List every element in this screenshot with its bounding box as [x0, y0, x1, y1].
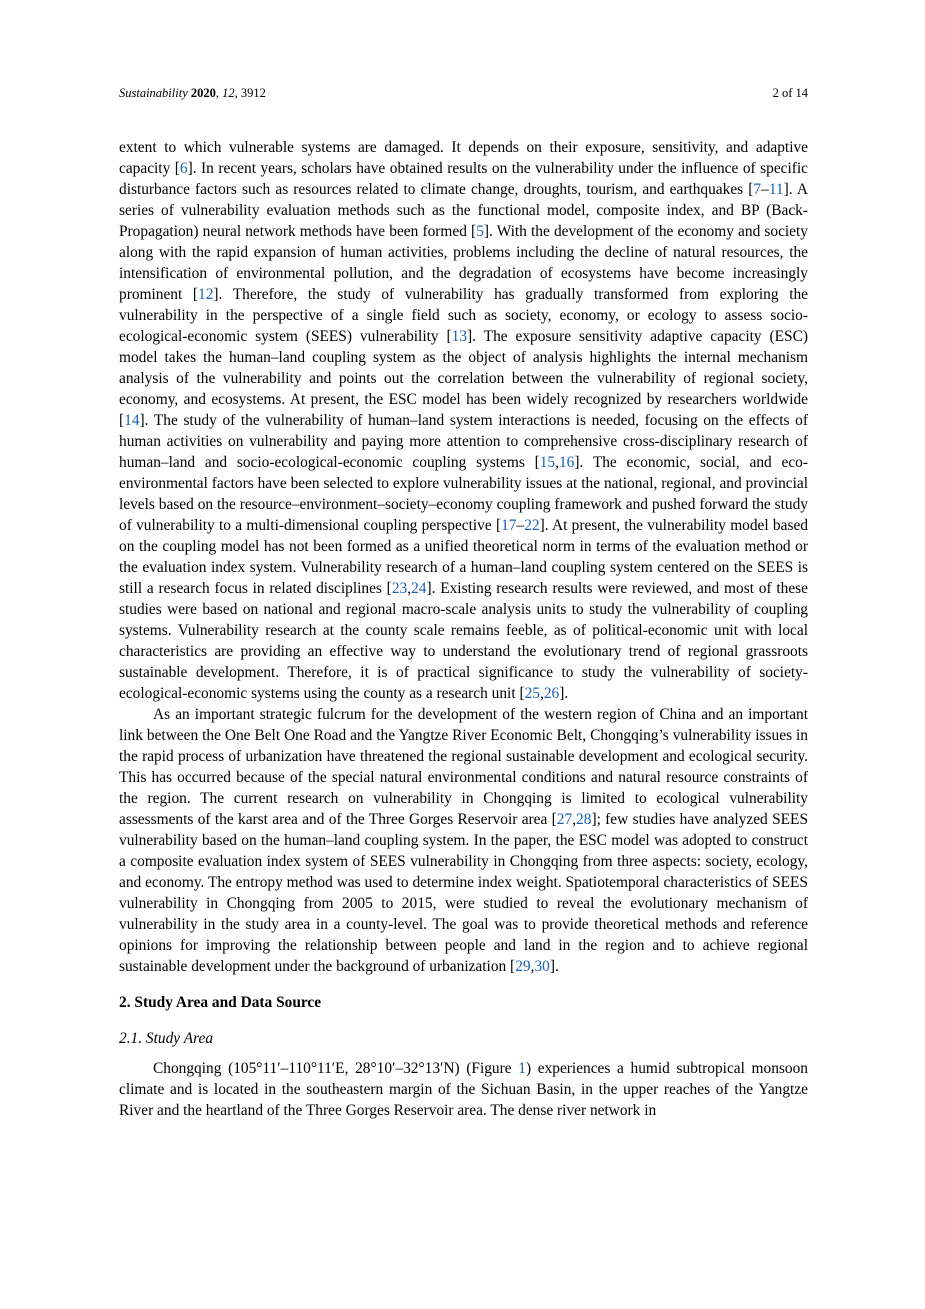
citation-link[interactable]: 25 — [524, 685, 540, 702]
citation-link[interactable]: 29 — [515, 958, 531, 975]
subsection-heading: 2.1. Study Area — [119, 1030, 214, 1047]
text-run: ]. The study of the vulnerability of human–land system interactions is needed, focusing on the effects of human activities on vulnerability and paying more attention to comprehensive cross-disciplinary research of human–land and socio-ecological-economic coupling systems [ — [119, 412, 808, 471]
citation-link[interactable]: 17 — [501, 517, 517, 534]
citation-separator: , — [555, 454, 559, 471]
citation-link[interactable]: 27 — [556, 811, 573, 828]
journal-volume: 12 — [222, 86, 235, 100]
citation-separator: – — [761, 181, 769, 198]
text-run: ]; few studies have analyzed SEES vulnerability based on the human–land coupling system. In the paper, the ESC model was adopted to construct a composite evaluation index system of SEES vulnerability in Chongqing from three aspects: society, ecology, and economy. The entropy method was used to determine index weight. Spatiotemporal characteristics of SEES vulnerability in Chongqing from 2005 to 2015, were studied to reveal the evolutionary mechanism of vulnerability in the study area in a county-level. The goal was to provide theoretical methods and reference opinions for improving the relationship between people and land in the region and to achieve regional sustainable development under the background of urbanization [ — [119, 811, 809, 975]
body-text — [119, 137, 808, 1121]
citation-separator: , — [539, 685, 544, 702]
paragraph-3 — [119, 1058, 808, 1121]
journal-name: Sustainability — [119, 86, 188, 100]
citation-link[interactable]: 28 — [576, 811, 592, 828]
citation-link[interactable]: 15 — [539, 454, 556, 471]
text-run: extent to which vulnerable systems are damaged. It depends on their exposure, sensitivity, and adaptive capacity [ — [119, 139, 808, 177]
citation-link[interactable]: 12 — [198, 286, 214, 303]
text-run: ]. Therefore, the study of vulnerability has gradually transformed from exploring the vulnerability in the perspective of a single field such as society, economy, or ecology to assess socio-ecological-economic system (SEES) vulnerability [ — [119, 286, 808, 345]
text-run: ]. In recent years, scholars have obtained results on the vulnerability under the influence of specific disturbance factors such as resources related to climate change, droughts, tourism, and earthquakes [ — [119, 160, 808, 198]
figure-link[interactable]: 1 — [518, 1060, 526, 1077]
citation-link[interactable]: 11 — [768, 181, 784, 198]
citation-separator: , — [530, 958, 535, 975]
citation-link[interactable]: 23 — [391, 580, 408, 597]
text-run: ]. — [559, 685, 569, 702]
text-run: ]. The economic, social, and eco-environmental factors have been selected to explore vulnerability issues at the national, regional, and provincial levels based on the resource–environment–society–economy coupling framework and pushed forward the study of vulnerability to a multi-dimensional coupling perspective [ — [119, 454, 808, 534]
citation-link[interactable]: 24 — [411, 580, 427, 597]
text-run: ]. With the development of the economy and society along with the rapid expansion of human activities, problems including the decline of natural resources, the intensification of environmental pollution, and the degradation of ecosystems have become increasingly prominent [ — [119, 223, 808, 303]
citation-link[interactable]: 16 — [558, 454, 575, 471]
citation-separator: , — [572, 811, 577, 828]
citation-link[interactable]: 13 — [451, 328, 468, 345]
citation-link[interactable]: 30 — [534, 958, 550, 975]
citation-separator: , — [407, 580, 412, 597]
text-run: ]. The exposure sensitivity adaptive capacity (ESC) model takes the human–land coupling system as the object of analysis highlights the internal mechanism analysis of the vulnerability and points out the correlation between the vulnerability of regional society, economy, and ecosystems. At present, the ESC model has been widely recognized by researchers worldwide [ — [119, 328, 808, 429]
text-run: ]. A series of vulnerability evaluation methods such as the functional model, composite index, and BP (Back-Propagation) neural network methods have been formed [ — [119, 181, 808, 240]
citation-link[interactable]: 5 — [476, 223, 484, 240]
page-number: 2 of 14 — [772, 86, 808, 100]
article-number: 3912 — [240, 86, 266, 100]
paragraph-2 — [119, 704, 808, 977]
header-citation: Sustainability 2020, 12, 3912 — [119, 86, 266, 100]
text-run: As an important strategic fulcrum for the development of the western region of China and an important link between the One Belt One Road and the Yangtze River Economic Belt, Chongqing’s vulnerability issues in the rapid process of urbanization have threatened the regional sustainable development and ecological security. This has occurred because of the special natural environmental conditions and natural resource constraints of the region. The current research on vulnerability in Chongqing is limited to ecological vulnerability assessments of the karst area and of the Three Gorges Reservoir area [ — [119, 706, 808, 828]
citation-separator: – — [516, 517, 525, 534]
text-run: ]. Existing research results were reviewed, and most of these studies were based on national and regional macro-scale analysis units to study the vulnerability of coupling systems. Vulnerability research at the county scale remains feeble, as of political-economic unit with local characteristics are providing an effective way to understand the evolutionary trend of regional grassroots sustainable development. Therefore, it is of practical significance to study the vulnerability of society-ecological-economic systems using the county as a research unit [ — [119, 580, 808, 702]
journal-year: 2020 — [190, 86, 216, 100]
section-heading: 2. Study Area and Data Source — [119, 994, 322, 1011]
running-header — [119, 86, 808, 101]
citation-link[interactable]: 26 — [543, 685, 560, 702]
citation-link[interactable]: 22 — [524, 517, 540, 534]
citation-link[interactable]: 7 — [753, 181, 762, 198]
text-run: ]. — [549, 958, 559, 975]
text-run: ]. At present, the vulnerability model based on the coupling model has not been formed as a unified theoretical norm in terms of the evaluation method or the evaluation index system. Vulnerability research of a human–land coupling system centered on the SEES is still a research focus in related disciplines [ — [119, 517, 808, 597]
text-run: Chongqing (105°11′–110°11′E, 28°10′–32°13′N) (Figure — [153, 1060, 519, 1077]
citation-link[interactable]: 6 — [179, 160, 188, 177]
citation-link[interactable]: 14 — [124, 412, 140, 429]
paragraph-1 — [119, 137, 808, 704]
text-run: ) experiences a humid subtropical monsoon climate and is located in the southeastern margin of the Sichuan Basin, in the upper reaches of the Yangtze River and the heartland of the Three Gorges Reservoir area. The dense river network in — [119, 1060, 808, 1119]
